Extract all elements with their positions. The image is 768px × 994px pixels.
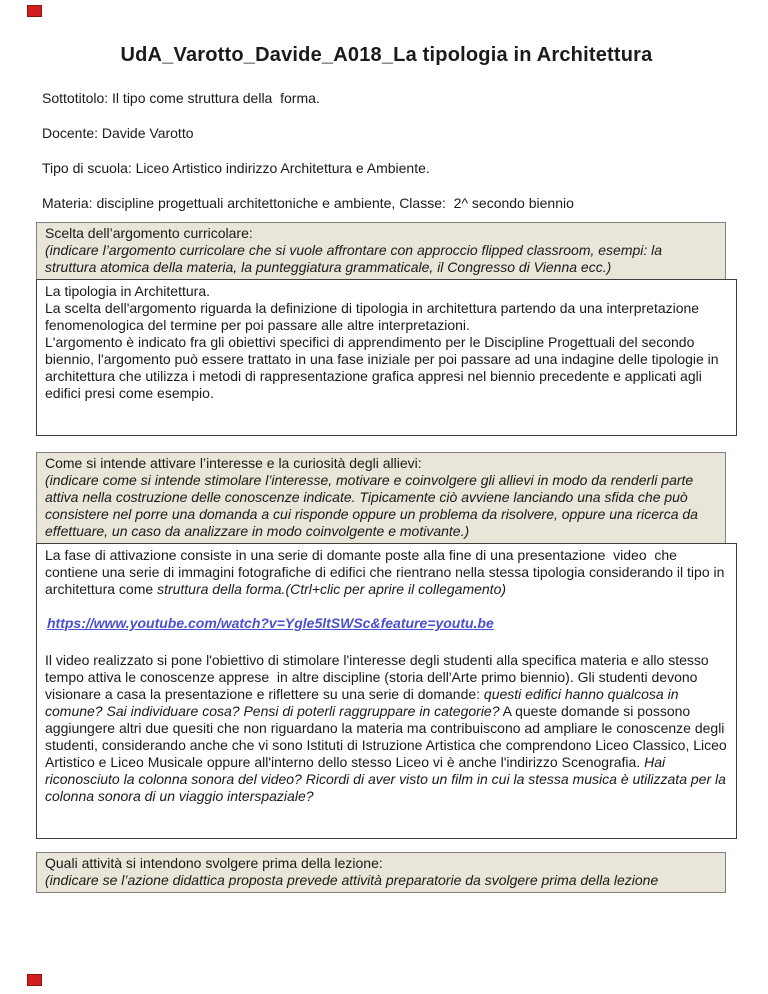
section-header-note: (indicare l’argomento curricolare che si vuole affrontare con approccio flipped classroom, esempi: la struttura atomica della materia, la punteggiatura grammaticale, il Congresso di Vienna ecc.) (45, 242, 666, 275)
paragraph: Il video realizzato si pone l'obiettivo di stimolare l'interesse degli studenti alla specifica materia e allo stesso tempo attiva le conoscenze apprese in altre discipline (storia dell'Arte primo biennio). Gli studenti devono visionare a casa la presentazione e riflettere su una serie di domande: questi edifici hanno qualcosa in comune? Sai individuare cosa? Pensi di poterli raggruppare in categorie? A queste domande si possono aggiungere altri due quesiti che non riguardano la materia ma contribuiscono ad ampliare le conoscenze degli studenti, considerando anche che vi sono Istituti di Istruzione Artistica che comprendono Liceo Classico, Liceo Artistico e Liceo Musicale oppure all'interno dello stesso Liceo vi è anche l'indirizzo Scenografia. Hai riconosciuto la colonna sonora del video? Ricordi di aver visto un film in cui la stessa musica è utilizzata per la colonna sonora di un viaggio interspaziale? (45, 652, 730, 804)
section-attivazione-interesse (36, 452, 737, 839)
meta-line-sottotitolo: Sottotitolo: Il tipo come struttura della forma. (42, 90, 320, 106)
section-header-argomento (36, 222, 726, 280)
section-header-note: (indicare se l’azione didattica proposta prevede attività preparatorie da svolgere prima della lezione (45, 872, 659, 888)
paragraph: La fase di attivazione consiste in una serie di domante poste alla fine di una presentazione video che contiene una serie di immagini fotografiche di edifici che rientrano nella stessa tipologia considerando il tipo in architettura come struttura della forma.(Ctrl+clic per aprire il collegamento) (45, 547, 729, 597)
section-header-title: Quali attività si intendono svolgere prima della lezione: (45, 855, 383, 871)
paragraph: La tipologia in Architettura. (45, 283, 210, 299)
paragraph: L'argomento è indicato fra gli obiettivi specifici di apprendimento per le Discipline Progettuali del secondo biennio, l'argomento può essere trattato in una fase iniziale per poi passare ad una indagine delle tipologie in architettura che utilizza i metodi di rappresentazione grafica appresi nel biennio precedente e applicati agli edifici presi come esempio. (45, 334, 723, 401)
section-header-interesse (36, 452, 726, 544)
section-header-title: Come si intende attivare l’interesse e la curiosità degli allievi: (45, 455, 422, 471)
section-argomento-curricolare (36, 222, 737, 436)
meta-line-tipo-scuola: Tipo di scuola: Liceo Artistico indirizzo Architettura e Ambiente. (42, 160, 430, 176)
section-header-title: Scelta dell’argomento curricolare: (45, 225, 253, 241)
section-attivita-prima-lezione (36, 852, 737, 893)
red-page-marker-bottom (27, 974, 42, 986)
section-header-note: (indicare come si intende stimolare l’interesse, motivare e coinvolgere gli allievi in modo da renderli parte attiva nella costruzione delle conoscenze indicate. Tipicamente ciò avviene lanciando una sfida che può consistere nel porre una domanda a cui risponde oppure un problema da risolvere, oppure una ricerca da effettuare, un caso da analizzare in modo coinvolgente e motivante.) (45, 472, 702, 539)
section-body-argomento (36, 279, 737, 436)
section-header-attivita (36, 852, 726, 893)
youtube-link[interactable]: https://www.youtube.com/watch?v=Ygle5ltSWSc&feature=youtu.be (47, 615, 494, 631)
paragraph: La scelta dell'argomento riguarda la definizione di tipologia in architettura partendo da una interpretazione fenomenologica del termine per poi passare alle altre interpretazioni. (45, 300, 707, 333)
meta-line-materia: Materia: discipline progettuali architettoniche e ambiente, Classe: 2^ secondo biennio (42, 195, 574, 211)
video-link-line (47, 615, 728, 632)
document-content (36, 0, 737, 893)
meta-line-docente: Docente: Davide Varotto (42, 125, 194, 141)
section-body-interesse (36, 543, 737, 839)
page-title: UdA_Varotto_Davide_A018_La tipologia in Architettura (120, 44, 653, 66)
